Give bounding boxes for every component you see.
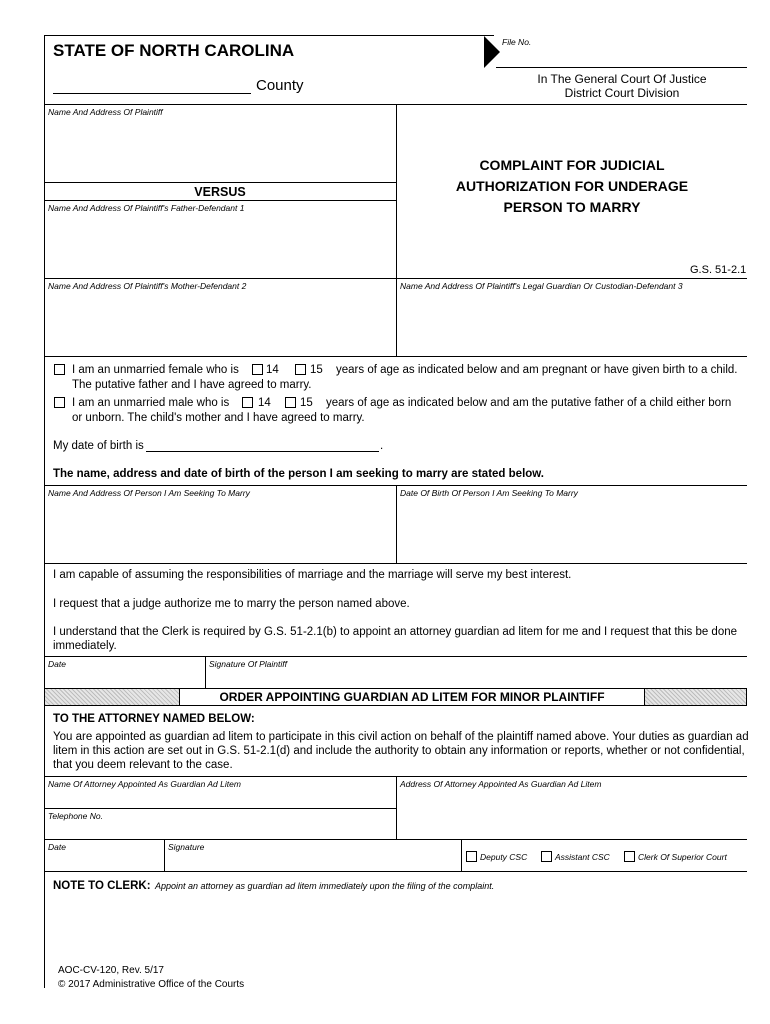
- attorney-divider: [396, 776, 397, 839]
- versus-bottom-line: [44, 200, 396, 201]
- form-title-line2: AUTHORIZATION FOR UNDERAGE: [455, 178, 689, 194]
- order-signature-label: Signature: [168, 842, 205, 852]
- mother-label: Name And Address Of Plaintiff's Mother-Defendant 2: [48, 281, 247, 291]
- female-text-c: The putative father and I have agreed to marry.: [72, 379, 312, 391]
- file-no-arrow-icon: [484, 36, 500, 68]
- father-label: Name And Address Of Plaintiff's Father-Defendant 1: [48, 203, 245, 213]
- line-order-sig-top: [44, 839, 747, 840]
- versus-top-line: [44, 182, 396, 183]
- line-telephone-top: [44, 808, 396, 809]
- sig-plaintiff-label: Signature Of Plaintiff: [209, 659, 287, 669]
- deputy-csc-checkbox[interactable]: [466, 851, 477, 862]
- sig-divider: [205, 656, 206, 688]
- seeking-heading: The name, address and date of birth of the person I am seeking to marry are stated below.: [53, 468, 545, 480]
- form-id: AOC-CV-120, Rev. 5/17: [58, 965, 164, 976]
- order-date-label: Date: [48, 842, 66, 852]
- guardian-label: Name And Address Of Plaintiff's Legal Guardian Or Custodian-Defendant 3: [400, 281, 683, 291]
- male-text-a: I am an unmarried male who is: [72, 397, 230, 409]
- order-heading-hatch-right: [644, 688, 747, 706]
- form-title-line3: PERSON TO MARRY: [503, 199, 641, 215]
- versus-label: VERSUS: [194, 185, 246, 199]
- telephone-label: Telephone No.: [48, 811, 103, 821]
- form-title-line1: COMPLAINT FOR JUDICIAL: [479, 157, 665, 173]
- statute-label: G.S. 51-2.1: [690, 264, 747, 276]
- parties-divider: [396, 104, 397, 356]
- county-label: County: [256, 77, 304, 94]
- capable-text: I am capable of assuming the responsibilities of marriage and the marriage will serve my best interest.: [53, 569, 572, 581]
- request-text: I request that a judge authorize me to marry the person named above.: [53, 598, 410, 610]
- seeking-dob-label: Date Of Birth Of Person I Am Seeking To Marry: [400, 488, 578, 498]
- male-15-label: 15: [300, 397, 313, 409]
- court-line2: District Court Division: [564, 86, 680, 100]
- order-sig-divider-2: [461, 839, 462, 871]
- attorney-name-label: Name Of Attorney Appointed As Guardian Ad Litem: [48, 779, 241, 789]
- male-checkbox[interactable]: [54, 397, 65, 408]
- file-no-line: [496, 67, 747, 68]
- understand-text-2: immediately.: [53, 640, 117, 652]
- order-sig-divider-1: [164, 839, 165, 871]
- county-blank[interactable]: [53, 93, 251, 94]
- line-note-top: [44, 871, 747, 872]
- deputy-csc-label: Deputy CSC: [480, 852, 528, 862]
- female-14-checkbox[interactable]: [252, 364, 263, 375]
- left-border: [44, 35, 45, 988]
- order-body-1: You are appointed as guardian ad litem to participate in this civil action on behalf of the plaintiff named above. Your duties as guardian ad: [53, 731, 749, 743]
- female-15-checkbox[interactable]: [295, 364, 306, 375]
- line-sig-top: [44, 656, 747, 657]
- clerk-superior-label: Clerk Of Superior Court: [638, 852, 727, 862]
- line-mother-top: [44, 278, 747, 279]
- seeking-divider: [396, 485, 397, 563]
- male-text-c: or unborn. The child's mother and I have agreed to marry.: [72, 412, 365, 424]
- order-heading: ORDER APPOINTING GUARDIAN AD LITEM FOR MINOR PLAINTIFF: [219, 690, 605, 704]
- state-title: STATE OF NORTH CAROLINA: [53, 41, 295, 60]
- line-parties-bottom: [44, 356, 747, 357]
- court-line1: In The General Court Of Justice: [537, 72, 707, 86]
- female-checkbox[interactable]: [54, 364, 65, 375]
- order-body-2: litem in this action are set out in G.S. 51-2.1(d) and include the authority to obtain any information or reports, whether or not confidential,: [53, 745, 745, 757]
- to-attorney: TO THE ATTORNEY NAMED BELOW:: [53, 713, 255, 725]
- dob-field[interactable]: [146, 451, 379, 452]
- dob-period: .: [380, 440, 384, 452]
- note-to-clerk: [53, 876, 494, 894]
- dob-label: My date of birth is: [53, 440, 144, 452]
- understand-text-1: I understand that the Clerk is required by G.S. 51-2.1(b) to appoint an attorney guardian ad litem for me and I request that this be done: [53, 626, 738, 638]
- female-14-label: 14: [266, 364, 279, 376]
- male-14-checkbox[interactable]: [242, 397, 253, 408]
- seeking-name-label: Name And Address Of Person I Am Seeking To Marry: [48, 488, 250, 498]
- female-text-a: I am an unmarried female who is: [72, 364, 239, 376]
- note-label: NOTE TO CLERK:: [53, 880, 151, 892]
- clerk-superior-checkbox[interactable]: [624, 851, 635, 862]
- male-15-checkbox[interactable]: [285, 397, 296, 408]
- note-text: Appoint an attorney as guardian ad litem immediately upon the filing of the complaint.: [155, 881, 495, 891]
- male-text-b: years of age as indicated below and am the putative father of a child either born: [326, 397, 732, 409]
- date-label: Date: [48, 659, 66, 669]
- copyright: © 2017 Administrative Office of the Courts: [58, 979, 245, 990]
- attorney-address-label: Address Of Attorney Appointed As Guardian Ad Litem: [400, 779, 602, 789]
- female-15-label: 15: [310, 364, 323, 376]
- assistant-csc-checkbox[interactable]: [541, 851, 552, 862]
- plaintiff-label: Name And Address Of Plaintiff: [48, 107, 163, 117]
- order-body-3: that you deem relevant to the case.: [53, 759, 233, 771]
- assistant-csc-label: Assistant CSC: [555, 852, 610, 862]
- order-heading-hatch-left: [44, 688, 180, 706]
- file-no-label: File No.: [502, 37, 532, 47]
- top-border: [44, 35, 494, 36]
- female-text-b: years of age as indicated below and am pregnant or have given birth to a child.: [336, 364, 738, 376]
- line-seeking-bottom: [44, 563, 747, 564]
- male-14-label: 14: [258, 397, 271, 409]
